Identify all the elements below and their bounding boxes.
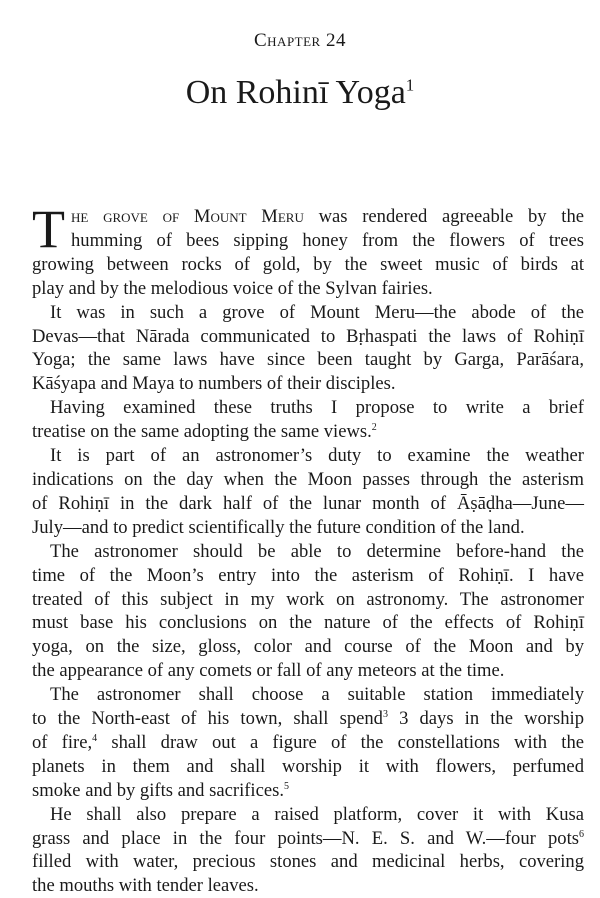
text-span: shall draw out a figure of the constellations with the xyxy=(97,731,584,753)
text-line: treated of this subject in my work on astronomy. The astronomer xyxy=(32,588,584,610)
text-line: Devas—that Nārada communicated to Bṛhaspati the laws of Rohiṇī xyxy=(32,325,584,347)
text-span: grass and place in the four points—N. E. S. and W.—four pots xyxy=(32,827,579,849)
footnote-marker: 6 xyxy=(579,828,584,840)
title-footnote-marker: 1 xyxy=(405,75,415,95)
text-line: The astronomer shall choose a suitable station immediately xyxy=(50,684,584,706)
chapter-title-text: On Rohinī Yoga xyxy=(185,74,406,111)
text-line: He shall also prepare a raised platform, cover it with Kusa xyxy=(50,803,584,825)
paragraph-6 xyxy=(32,683,584,803)
text-span: treatise on the same adopting the same views. xyxy=(32,421,372,443)
text-line xyxy=(32,205,584,229)
text-line: Having examined these truths I propose to write a brief xyxy=(50,397,584,419)
text-line: must base his conclusions on the nature of the effects of Rohiṇī xyxy=(32,612,584,634)
text-span: to the North-east of his town, shall spend xyxy=(32,708,383,730)
text-line: Kāśyapa and Maya to numbers of their disciples. xyxy=(32,373,396,395)
text-line: play and by the melodious voice of the Sylvan fairies. xyxy=(32,277,433,299)
text-span: of fire, xyxy=(32,731,93,753)
text-line: yoga, on the size, gloss, color and course of the Moon and by xyxy=(32,636,584,658)
chapter-title xyxy=(0,74,600,112)
text-line: planets in them and shall worship it with flowers, perfumed xyxy=(32,755,584,777)
paragraph-1 xyxy=(32,199,584,301)
text-line: It is part of an astronomer’s duty to examine the weather xyxy=(50,445,584,467)
text-line xyxy=(32,827,584,851)
text-line xyxy=(32,779,584,803)
paragraph-4 xyxy=(32,444,584,540)
text-line: July—and to predict scientifically the future condition of the land. xyxy=(32,516,525,538)
text-line: It was in such a grove of Mount Meru—the abode of the xyxy=(50,301,584,323)
body-text xyxy=(32,199,584,898)
text-line: time of the Moon’s entry into the asterism of Rohiṇī. I have xyxy=(32,564,584,586)
small-caps-opening: he grove of Mount Meru xyxy=(71,206,304,227)
footnote-marker: 3 xyxy=(382,708,388,720)
text-line: the mouths with tender leaves. xyxy=(32,875,259,897)
paragraph-5 xyxy=(32,540,584,683)
text-line: of Rohiṇī in the dark half of the lunar month of Āṣāḍha—June— xyxy=(32,492,584,514)
text-span: smoke and by gifts and sacrifices. xyxy=(32,779,284,801)
text-span: was rendered agreeable by the xyxy=(303,206,584,227)
footnote-marker: 2 xyxy=(371,421,377,433)
footnote-marker: 5 xyxy=(283,780,289,792)
text-line: the appearance of any comets or fall of any meteors at the time. xyxy=(32,660,505,682)
text-line xyxy=(32,420,584,444)
text-line: indications on the day when the Moon passes through the asterism xyxy=(32,468,584,490)
text-line: growing between rocks of gold, by the sweet music of birds at xyxy=(32,253,584,275)
drop-cap: T xyxy=(32,199,65,259)
text-line: The astronomer should be able to determine before-hand the xyxy=(50,540,584,562)
paragraph-3 xyxy=(32,396,584,444)
footnote-marker: 4 xyxy=(92,732,98,744)
text-line xyxy=(32,707,584,731)
paragraph-2 xyxy=(32,301,584,397)
text-line: humming of bees sipping honey from the flowers of trees xyxy=(71,229,584,251)
text-line xyxy=(32,731,584,755)
text-span: 3 days in the worship xyxy=(387,708,584,730)
chapter-label: Chapter 24 xyxy=(254,30,346,51)
text-line: filled with water, precious stones and medicinal herbs, covering xyxy=(32,851,584,873)
paragraph-7 xyxy=(32,803,584,898)
text-line: Yoga; the same laws have since been taught by Garga, Parāśara, xyxy=(32,349,584,371)
